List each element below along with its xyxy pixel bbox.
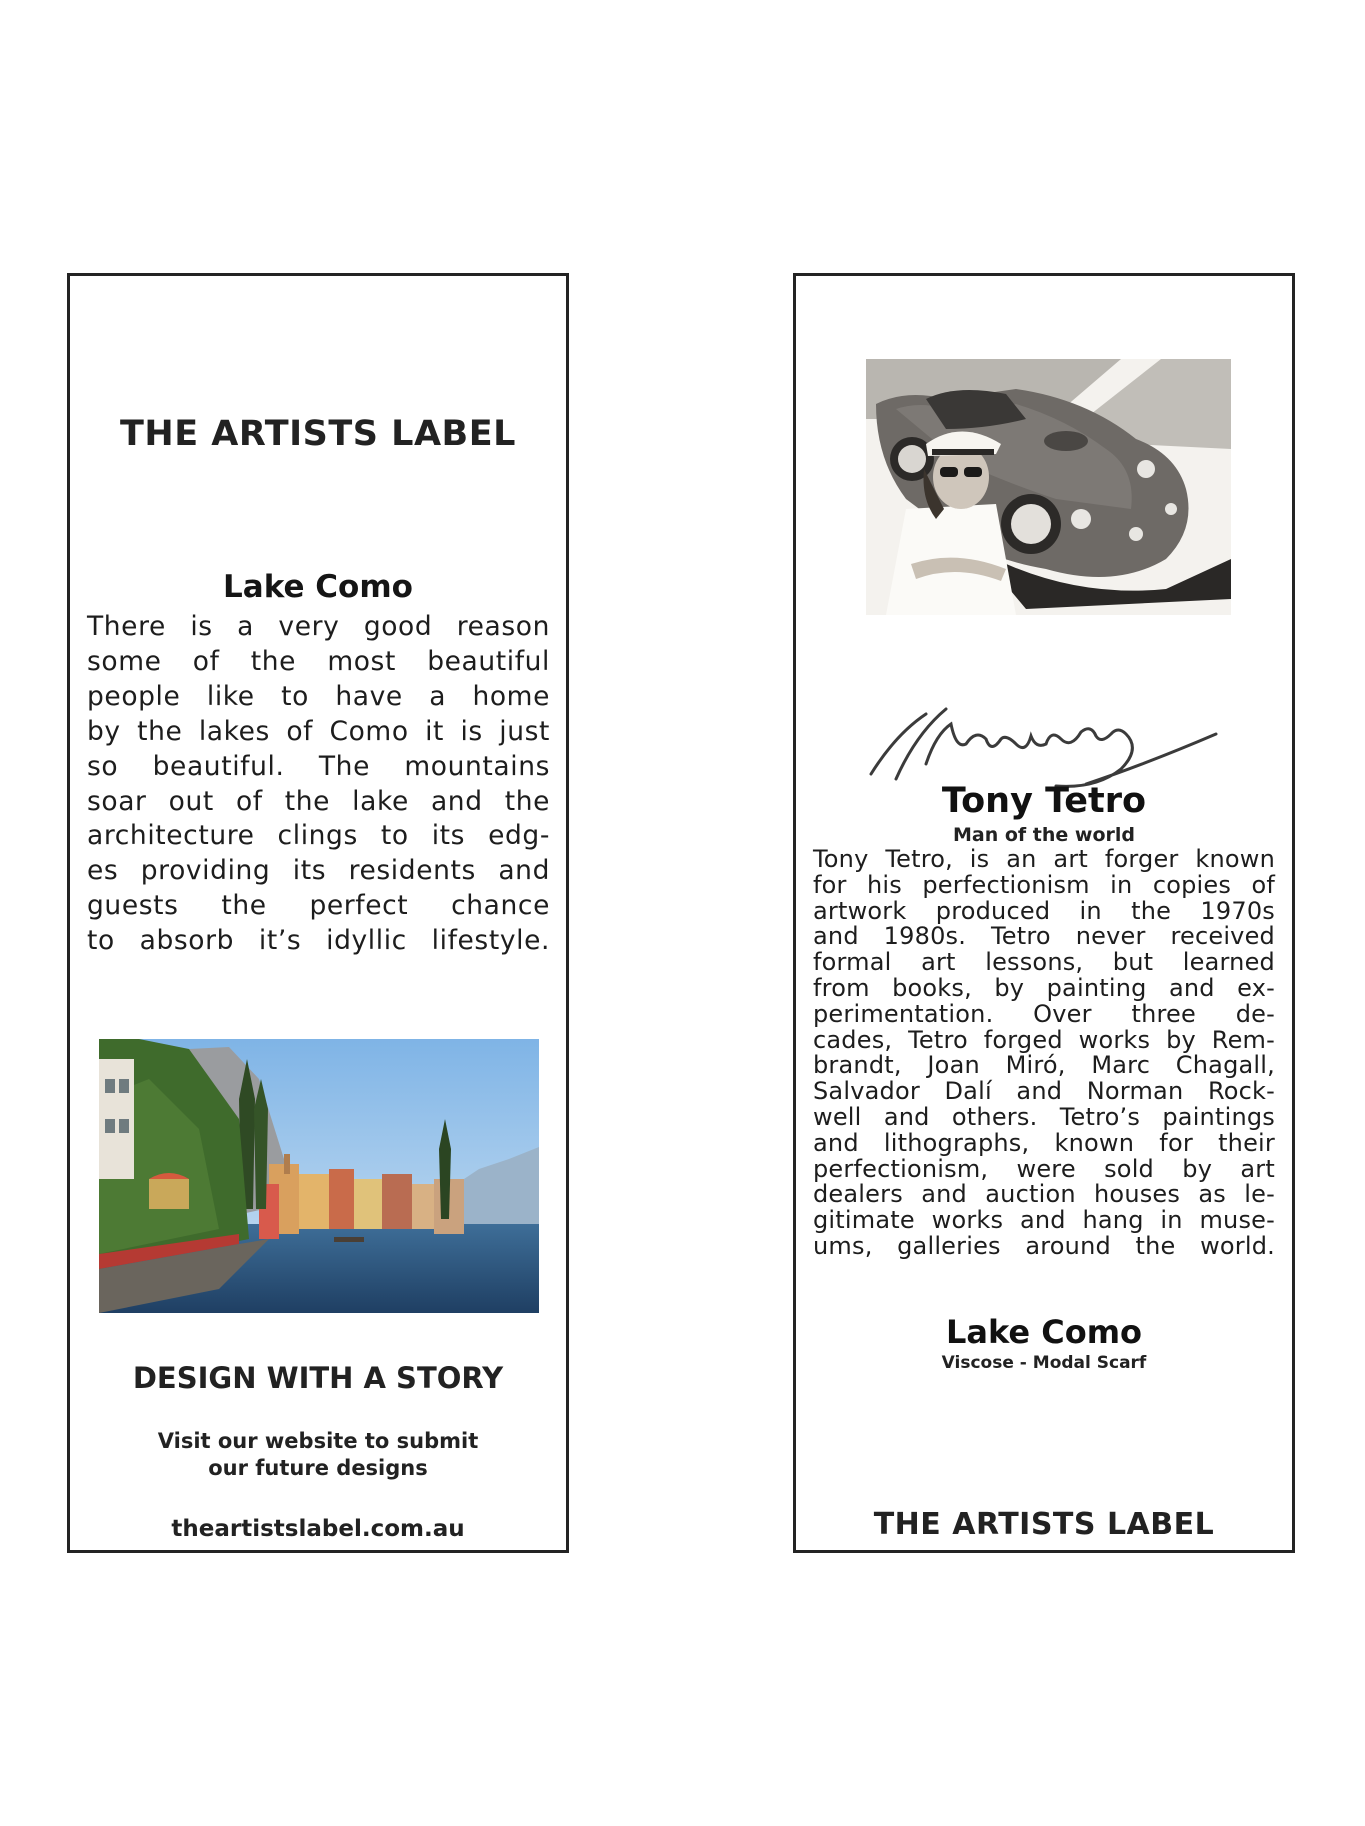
story-title: Lake Como — [223, 569, 413, 605]
story-line: es providing its residents and — [87, 855, 550, 887]
bio-line: and lithographs, known for their — [813, 1128, 1275, 1157]
website-link[interactable]: theartistslabel.com.au — [171, 1516, 465, 1542]
product-material: Viscose - Modal Scarf — [941, 1353, 1147, 1373]
right-card — [793, 273, 1295, 1553]
brand-title: THE ARTISTS LABEL — [120, 414, 516, 454]
story-line: people like to have a home — [87, 680, 550, 712]
tagline: DESIGN WITH A STORY — [132, 1361, 504, 1395]
bio-line: Tony Tetro, is an art forger known — [813, 845, 1275, 873]
bio-line: dealers and auction houses as le- — [813, 1180, 1275, 1209]
left-card — [67, 273, 569, 1553]
bio-line: perimentation. Over three de- — [813, 999, 1275, 1028]
lake-como-photo — [99, 1039, 539, 1313]
story-body — [87, 610, 550, 959]
bio-line: from books, by painting and ex- — [813, 973, 1275, 1002]
bio-line: formal art lessons, but learned — [813, 948, 1275, 977]
bio-line: artwork produced in the 1970s — [813, 896, 1275, 925]
artist-name: Tony Tetro — [941, 781, 1147, 821]
story-line: There is a very good reason — [87, 611, 550, 642]
bio-line: Salvador Dalí and Norman Rock- — [813, 1077, 1275, 1106]
story-line: soar out of the lake and the — [87, 785, 550, 817]
bio-line: well and others. Tetro’s paintings — [813, 1102, 1275, 1131]
bio-line: perfectionism, were sold by art — [813, 1154, 1275, 1183]
story-line: some of the most beautiful — [87, 645, 550, 677]
story-line: so beautiful. The mountains — [87, 750, 550, 782]
bio-line: ums, galleries around the world. — [813, 1231, 1275, 1260]
bio-line: brandt, Joan Miró, Marc Chagall, — [813, 1051, 1275, 1080]
bio-line: for his perfectionism in copies of — [813, 870, 1275, 899]
bio-line: cades, Tetro forged works by Rem- — [813, 1025, 1275, 1054]
visit-line: our future designs — [208, 1456, 428, 1480]
artist-subtitle: Man of the world — [952, 824, 1135, 846]
visit-text — [70, 1428, 566, 1482]
brand-footer: THE ARTISTS LABEL — [873, 1507, 1215, 1542]
bio-line: and 1980s. Tetro never received — [813, 922, 1275, 951]
story-line: guests the perfect chance — [87, 890, 550, 922]
product-name: Lake Como — [945, 1313, 1143, 1351]
story-line: architecture clings to its edg- — [87, 820, 550, 852]
artist-bio — [813, 847, 1275, 1260]
visit-line: Visit our website to submit — [157, 1429, 479, 1453]
story-line: by the lakes of Como it is just — [87, 715, 550, 747]
tony-tetro-photo — [866, 359, 1231, 615]
bio-line: gitimate works and hang in muse- — [813, 1206, 1275, 1235]
signature-image — [856, 694, 1236, 794]
story-line: to absorb it’s idyllic lifestyle. — [87, 925, 550, 957]
